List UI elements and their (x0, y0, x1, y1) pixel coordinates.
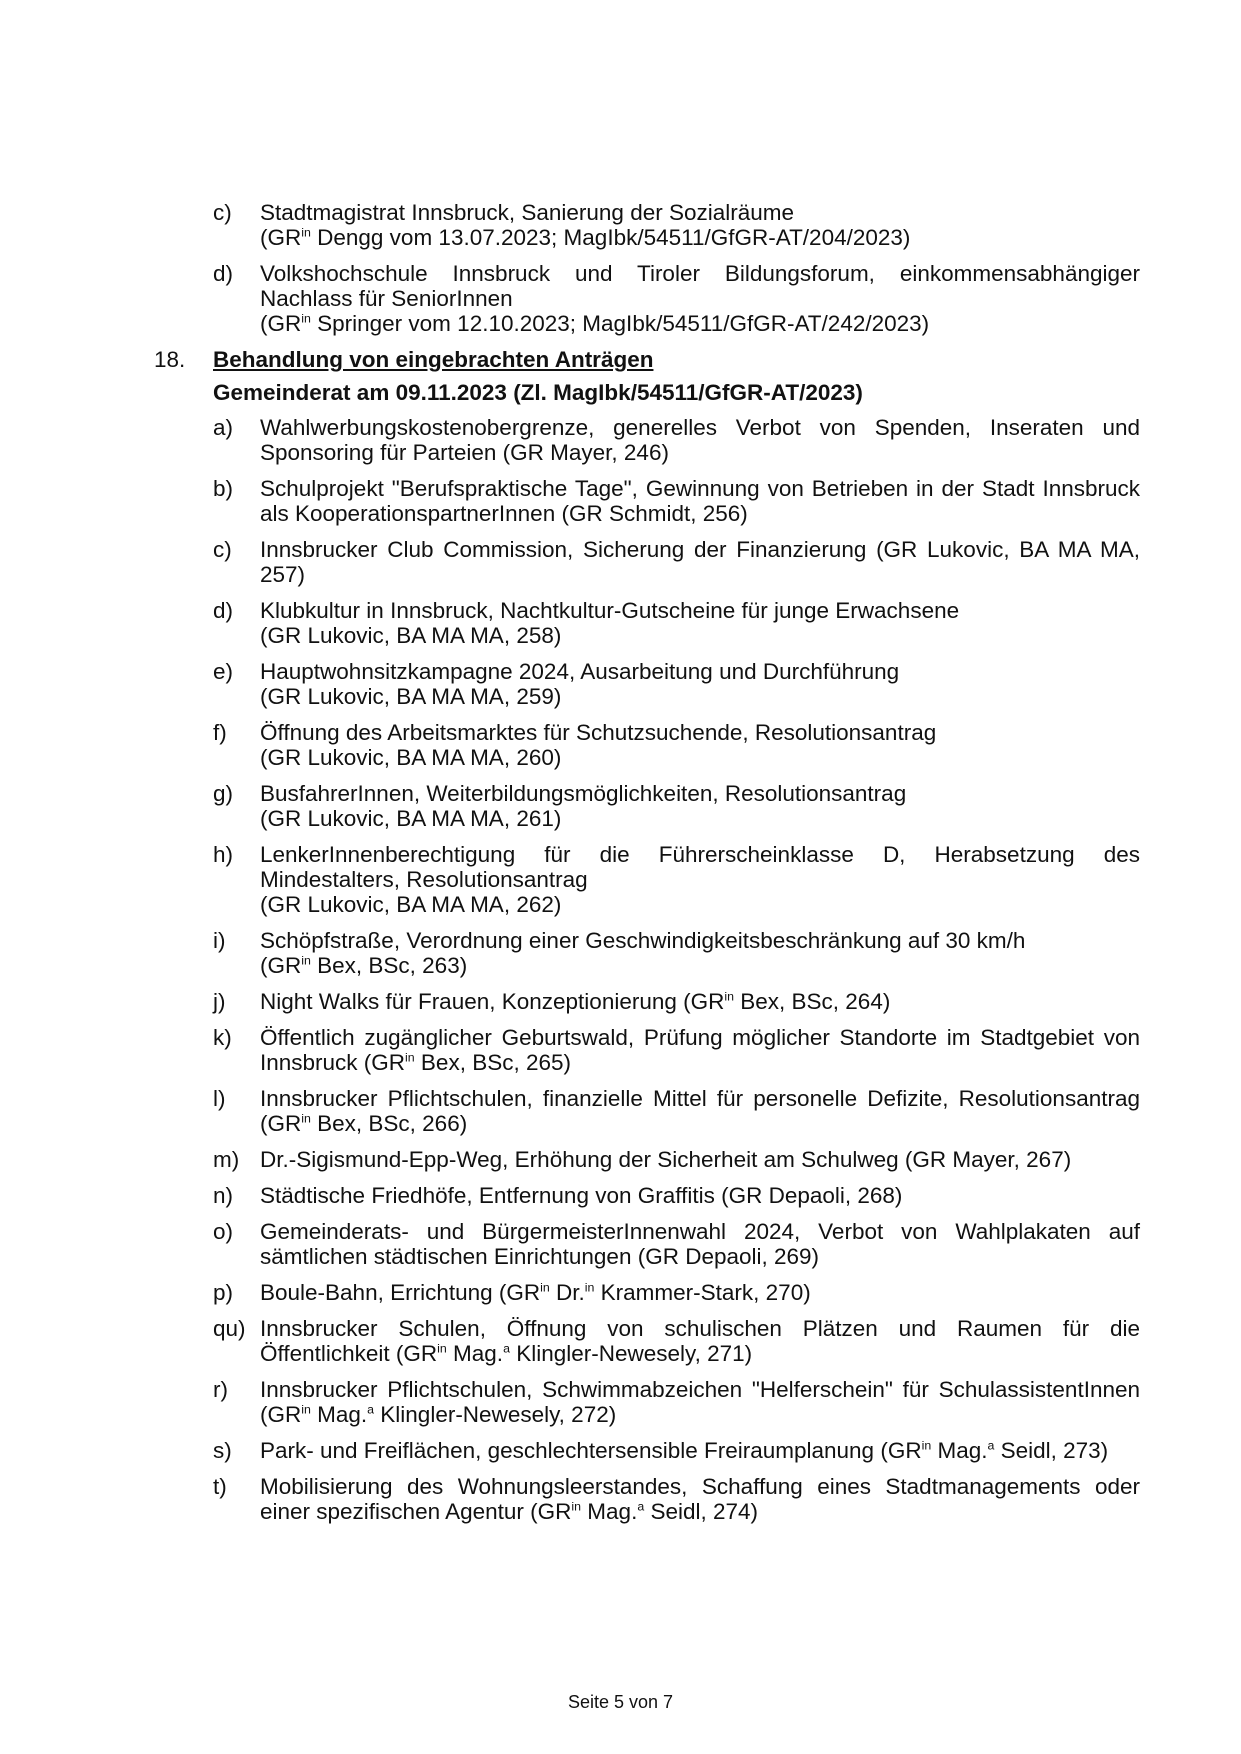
item-text: Schöpfstraße, Verordnung einer Geschwindigkeitsbeschränkung auf 30 km/h (260, 928, 1026, 953)
list-item (154, 200, 1140, 250)
item-text: Innsbrucker Schulen, Öffnung von schulischen Plätzen und Raumen für die Öffentlichkeit ($GR^{in}$ Mag.$^a$ Klingler-Newesely, 271) (260, 1316, 1140, 1366)
item-text: Wahlwerbungskostenobergrenze, generelles Verbot von Spenden, Inseraten und Sponsoring für Parteien (GR Mayer, 246) (260, 415, 1140, 465)
item-text: Hauptwohnsitzkampagne 2024, Ausarbeitung und Durchführung (260, 659, 900, 684)
item-marker: b) (213, 476, 234, 501)
item-text: Volkshochschule Innsbruck und Tiroler Bildungsforum, einkommensabhängiger Nachlass für SeniorInnen (260, 261, 1140, 311)
list-item (154, 989, 1140, 1014)
list-item (154, 1377, 1140, 1427)
item-marker: j) (213, 989, 226, 1014)
item-marker: e) (213, 659, 234, 684)
list-item (154, 261, 1140, 336)
item-marker: f) (213, 720, 227, 745)
item-marker: h) (213, 842, 234, 867)
list-item (154, 659, 1140, 709)
item-reference: (GR Lukovic, BA MA MA, 262) (260, 892, 562, 917)
item-marker: s) (213, 1438, 232, 1463)
list-item (154, 842, 1140, 917)
list-item (154, 415, 1140, 465)
item-marker: c) (213, 537, 232, 562)
item-text: Gemeinderats- und BürgermeisterInnenwahl 2024, Verbot von Wahlplakaten auf sämtlichen städtischen Einrichtungen (GR Depaoli, 269) (260, 1219, 1140, 1269)
list-item (154, 1219, 1140, 1269)
item-reference: (GR Lukovic, BA MA MA, 261) (260, 806, 562, 831)
list-item (154, 1474, 1140, 1524)
item-marker: p) (213, 1280, 234, 1305)
item-text: Night Walks für Frauen, Konzeptionierung ($GR^{in}$ Bex, BSc, 264) (260, 989, 891, 1014)
list-item (154, 928, 1140, 978)
item-marker: a) (213, 415, 234, 440)
list-item (154, 476, 1140, 526)
item-reference: (GR Lukovic, BA MA MA, 258) (260, 623, 562, 648)
item-text: Boule-Bahn, Errichtung ($GR^{in}$ Dr.$^{in}$ Krammer-Stark, 270) (260, 1280, 811, 1305)
item-marker: d) (213, 261, 234, 286)
list-item (154, 1147, 1140, 1172)
item-text: Öffentlich zugänglicher Geburtswald, Prüfung möglicher Standorte im Stadtgebiet von Innsbruck ($GR^{in}$ Bex, BSc, 265) (260, 1025, 1140, 1075)
item-text: BusfahrerInnen, Weiterbildungsmöglichkeiten, Resolutionsantrag (260, 781, 907, 806)
item-marker: d) (213, 598, 234, 623)
item-text: Innsbrucker Pflichtschulen, Schwimmabzeichen "Helferschein" für SchulassistentInnen ($GR^{in}$ Mag.$^a$ Klingler-Newesely, 272) (260, 1377, 1140, 1427)
item-marker: t) (213, 1474, 227, 1499)
list-item (154, 1438, 1140, 1463)
item-marker: g) (213, 781, 234, 806)
item-text: Park- und Freiflächen, geschlechtersensible Freiraumplanung ($GR^{in}$ Mag.$^a$ Seidl, 273) (260, 1438, 1109, 1463)
item-text: Öffnung des Arbeitsmarktes für Schutzsuchende, Resolutionsantrag (260, 720, 937, 745)
section-subtitle: Gemeinderat am 09.11.2023 (Zl. MagIbk/54511/GfGR-AT/2023) (213, 380, 863, 405)
agenda-content (154, 200, 1140, 1535)
item-reference: (GR Lukovic, BA MA MA, 259) (260, 684, 562, 709)
list-item (154, 1025, 1140, 1075)
list-item (154, 1183, 1140, 1208)
item-text: Innsbrucker Club Commission, Sicherung der Finanzierung (GR Lukovic, BA MA MA, 257) (260, 537, 1140, 587)
item-text: Dr.-Sigismund-Epp-Weg, Erhöhung der Sicherheit am Schulweg (GR Mayer, 267) (260, 1147, 1072, 1172)
item-reference: ($GR^{in}$ Springer vom 12.10.2023; MagIbk/54511/GfGR-AT/242/2023) (260, 311, 930, 336)
section-number: 18. (154, 347, 186, 372)
list-item (154, 781, 1140, 831)
item-marker: c) (213, 200, 232, 225)
page-number: Seite 5 von 7 (567, 1692, 674, 1712)
list-item (154, 537, 1140, 587)
item-reference: ($GR^{in}$ Bex, BSc, 263) (260, 953, 468, 978)
section-title: Behandlung von eingebrachten Anträgen (213, 347, 654, 372)
item-text: Stadtmagistrat Innsbruck, Sanierung der Sozialräume (260, 200, 795, 225)
item-marker: qu) (213, 1316, 246, 1341)
item-text: Klubkultur in Innsbruck, Nachtkultur-Gutscheine für junge Erwachsene (260, 598, 960, 623)
item-text: Mobilisierung des Wohnungsleerstandes, Schaffung eines Stadtmanagements oder einer spezifischen Agentur ($GR^{in}$ Mag.$^a$ Seidl, 274) (260, 1474, 1140, 1524)
item-text: Schulprojekt "Berufspraktische Tage", Gewinnung von Betrieben in der Stadt Innsbruck als KooperationspartnerInnen (GR Schmidt, 256) (260, 476, 1140, 526)
item-marker: l) (213, 1086, 226, 1111)
section-18 (154, 347, 1140, 405)
list-item (154, 1316, 1140, 1366)
item-marker: m) (213, 1147, 240, 1172)
item-reference: ($GR^{in}$ Dengg vom 13.07.2023; MagIbk/54511/GfGR-AT/204/2023) (260, 225, 911, 250)
item-text: Innsbrucker Pflichtschulen, finanzielle Mittel für personelle Defizite, Resolutionsantrag ($GR^{in}$ Bex, BSc, 266) (260, 1086, 1140, 1136)
item-text: LenkerInnenberechtigung für die Führerscheinklasse D, Herabsetzung des Mindestalters, Resolutionsantrag (260, 842, 1140, 892)
list-item (154, 598, 1140, 648)
list-item (154, 1086, 1140, 1136)
item-marker: n) (213, 1183, 234, 1208)
item-marker: i) (213, 928, 226, 953)
list-item (154, 1280, 1140, 1305)
item-marker: k) (213, 1025, 232, 1050)
item-reference: (GR Lukovic, BA MA MA, 260) (260, 745, 562, 770)
item-marker: r) (213, 1377, 228, 1402)
item-marker: o) (213, 1219, 234, 1244)
item-text: Städtische Friedhöfe, Entfernung von Graffitis (GR Depaoli, 268) (260, 1183, 903, 1208)
list-item (154, 720, 1140, 770)
